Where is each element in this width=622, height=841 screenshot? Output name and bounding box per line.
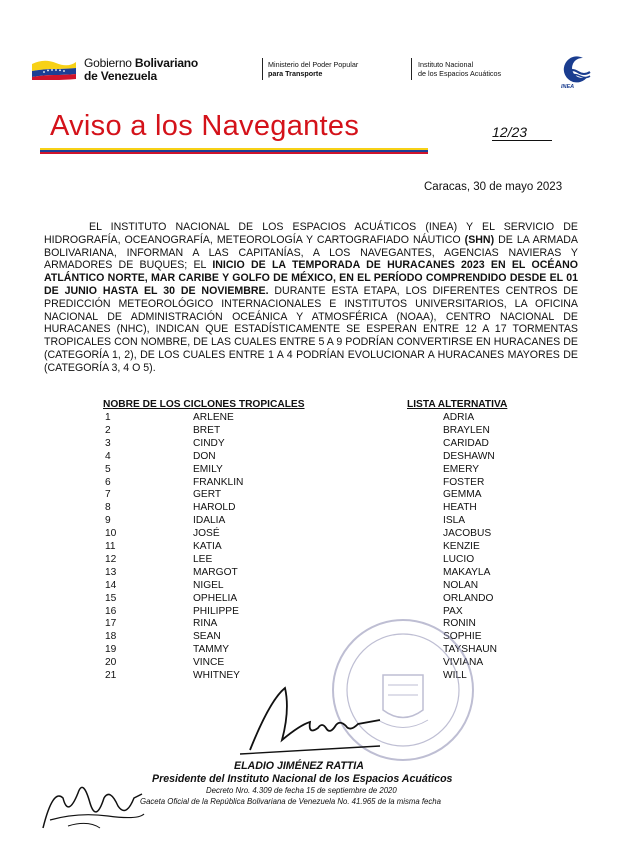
corner-initials-signature	[38, 768, 148, 838]
cyclone-number: 18	[105, 631, 117, 643]
alternative-name: HEATH	[443, 502, 477, 514]
cyclone-number: 21	[105, 670, 117, 681]
cyclone-number: 8	[105, 502, 111, 514]
body-part5: DURANTE ESTA ETAPA, LOS DIFERENTES CENTROS DE PREDICCIÓN METEOROLÓGICO INTERNACIONALES E INSTITUTOS UNIVERSITARIOS, LA OFICINA NACIONAL DE ADMINISTRACIÓN OCEÁNICA Y ATMOSFÉRICA (NOAA), CENTRO NACIONAL DE HURACANES (NHC), INDICAN QUE ESTADÍSTICAMENTE SE ESPERAN ENTRE 12 A 17 TORMENTAS TROPICALES CON NOMBRE, DE LAS CUALES ENTRE 5 A 9 PODRÍAN CONVERTIRSE EN HURACANES DE (CATEGORÍA 1, 2), DE LOS CUALES ENTRE 1 A 4 PODRÍAN EVOLUCIONAR A HURACANES MAYORES DE (CATEGORÍA 3, 4 O 5).	[44, 284, 578, 374]
cyclone-number: 14	[105, 579, 117, 591]
header-divider	[262, 58, 263, 80]
alternative-name: FOSTER	[443, 476, 485, 488]
header-divider	[411, 58, 412, 80]
alternative-name: EMERY	[443, 463, 480, 475]
cyclone-number: 15	[105, 592, 117, 604]
cyclone-number: 20	[105, 657, 117, 669]
body-part1: EL INSTITUTO NACIONAL DE LOS ESPACIOS ACUÁTICOS (INEA) Y EL SERVICIO DE HIDROGRAFÍA, OCEANOGRAFÍA, METEOROLOGÍA Y CARTOGRAFIADO NÁUTICO	[44, 221, 578, 246]
body-part3: DE LA ARMADA BOLIVARIANA, INFORMAN A LAS CAPITANÍAS, A LOS NAVEGANTES, AGENCIAS NAVIERAS Y ARMADORES DE BUQUES; EL	[44, 233, 578, 272]
tricolor-underline	[40, 148, 428, 154]
cyclone-number: 4	[105, 450, 111, 462]
alternative-list-header: LISTA ALTERNATIVA	[407, 399, 508, 410]
alternative-name: KENZIE	[443, 541, 480, 552]
alternative-name: BRAYLEN	[443, 424, 490, 436]
signatory-name: ELADIO JIMÉNEZ RATTIA	[234, 760, 364, 772]
cyclone-number: 16	[105, 605, 117, 617]
institute-line2: de los Espacios Acuáticos	[418, 69, 502, 78]
cyclone-number: 1	[105, 412, 111, 423]
alternative-name: DESHAWN	[443, 450, 495, 462]
cyclone-name: WHITNEY	[193, 670, 240, 681]
cyclone-number: 10	[105, 528, 117, 540]
notice-body	[44, 221, 578, 375]
cyclone-name: SEAN	[193, 631, 221, 643]
alternative-name: JACOBUS	[443, 528, 492, 540]
notice-date: Caracas, 30 de mayo 2023	[424, 181, 563, 193]
alternative-name: SOPHIE	[443, 631, 482, 643]
alternative-name: PAX	[443, 605, 463, 617]
alternative-name: LUCIO	[443, 553, 475, 565]
alternative-name: RONIN	[443, 618, 476, 630]
notice-number-underline	[492, 140, 552, 141]
alternative-name: ADRIA	[443, 412, 475, 423]
signatory-title: Presidente del Instituto Nacional de los Espacios Acuáticos	[152, 773, 453, 785]
cyclone-number: 3	[105, 437, 111, 449]
alternative-name: VIVIANA	[443, 657, 484, 669]
alternative-name: CARIDAD	[443, 437, 489, 449]
ministry-line2: para Transporte	[268, 69, 323, 78]
cyclone-name: GERT	[193, 489, 222, 501]
cyclone-name: OPHELIA	[193, 592, 238, 604]
alternative-name: GEMMA	[443, 489, 482, 501]
inea-logo-icon	[558, 54, 592, 86]
alternative-name: ORLANDO	[443, 592, 494, 604]
alternative-name: WILL	[443, 670, 467, 681]
cyclone-number: 7	[105, 489, 111, 501]
government-name	[84, 56, 198, 70]
decree-line1: Decreto Nro. 4.309 de fecha 15 de septiembre de 2020	[206, 786, 397, 795]
cyclone-name: PHILIPPE	[193, 605, 239, 617]
cyclone-name: IDALIA	[193, 515, 226, 527]
cyclone-name: NIGEL	[193, 579, 224, 591]
cyclone-names-header: NOBRE DE LOS CICLONES TROPICALES	[103, 399, 305, 410]
cyclone-name: BRET	[193, 424, 221, 436]
cyclone-name: KATIA	[193, 541, 222, 552]
cyclone-name: FRANKLIN	[193, 476, 244, 488]
cyclone-number: 6	[105, 476, 111, 488]
cyclone-number: 5	[105, 463, 111, 475]
gov-prefix: Gobierno	[84, 56, 132, 70]
alternative-name: MAKAYLA	[443, 566, 491, 578]
alternative-name: ISLA	[443, 515, 466, 527]
alternative-name: TAYSHAUN	[443, 644, 497, 656]
body-part2: (SHN)	[464, 233, 495, 246]
alternative-name: NOLAN	[443, 579, 479, 591]
cyclone-name: RINA	[193, 618, 218, 630]
gov-bold: Bolivariano	[134, 56, 199, 70]
cyclone-number: 12	[105, 553, 117, 565]
cyclone-name: HAROLD	[193, 502, 236, 514]
page-title: Aviso a los Navegantes	[50, 110, 360, 142]
ministry-line1: Ministerio del Poder Popular	[268, 60, 359, 69]
cyclone-name: JOSÉ	[193, 528, 220, 540]
cyclone-number: 13	[105, 566, 117, 578]
decree-line2: Gaceta Oficial de la República Bolivariana de Venezuela No. 41.965 de la misma fecha	[140, 797, 441, 806]
cyclone-number: 9	[105, 515, 111, 527]
cyclone-name: EMILY	[193, 463, 223, 475]
inea-logo-label: INEA	[561, 84, 575, 90]
cyclone-name: CINDY	[193, 437, 225, 449]
cyclone-name: VINCE	[193, 657, 225, 669]
cyclone-name: ARLENE	[193, 412, 234, 423]
notice-number: 12/23	[492, 124, 528, 140]
cyclone-name: LEE	[193, 553, 213, 565]
cyclone-name: DON	[193, 450, 216, 462]
cyclone-number: 2	[105, 424, 111, 436]
cyclone-number: 17	[105, 618, 117, 630]
institute-line1: Instituto Nacional	[418, 60, 474, 69]
cyclone-number: 11	[105, 541, 116, 552]
handwritten-signature	[230, 680, 400, 760]
cyclone-name: MARGOT	[193, 566, 238, 578]
cyclone-name: TAMMY	[193, 644, 230, 656]
cyclone-number: 19	[105, 644, 117, 656]
government-country: de Venezuela	[84, 69, 157, 83]
body-part4: INICIO DE LA TEMPORADA DE HURACANES 2023 EN EL OCÉANO ATLÁNTICO NORTE, MAR CARIBE Y GOLFO DE MÉXICO, EN EL PERÍODO COMPRENDIDO DESDE EL 01 DE JUNIO HASTA EL 30 DE NOVIEMBRE.	[44, 259, 578, 297]
venezuela-flag-icon	[30, 58, 78, 80]
